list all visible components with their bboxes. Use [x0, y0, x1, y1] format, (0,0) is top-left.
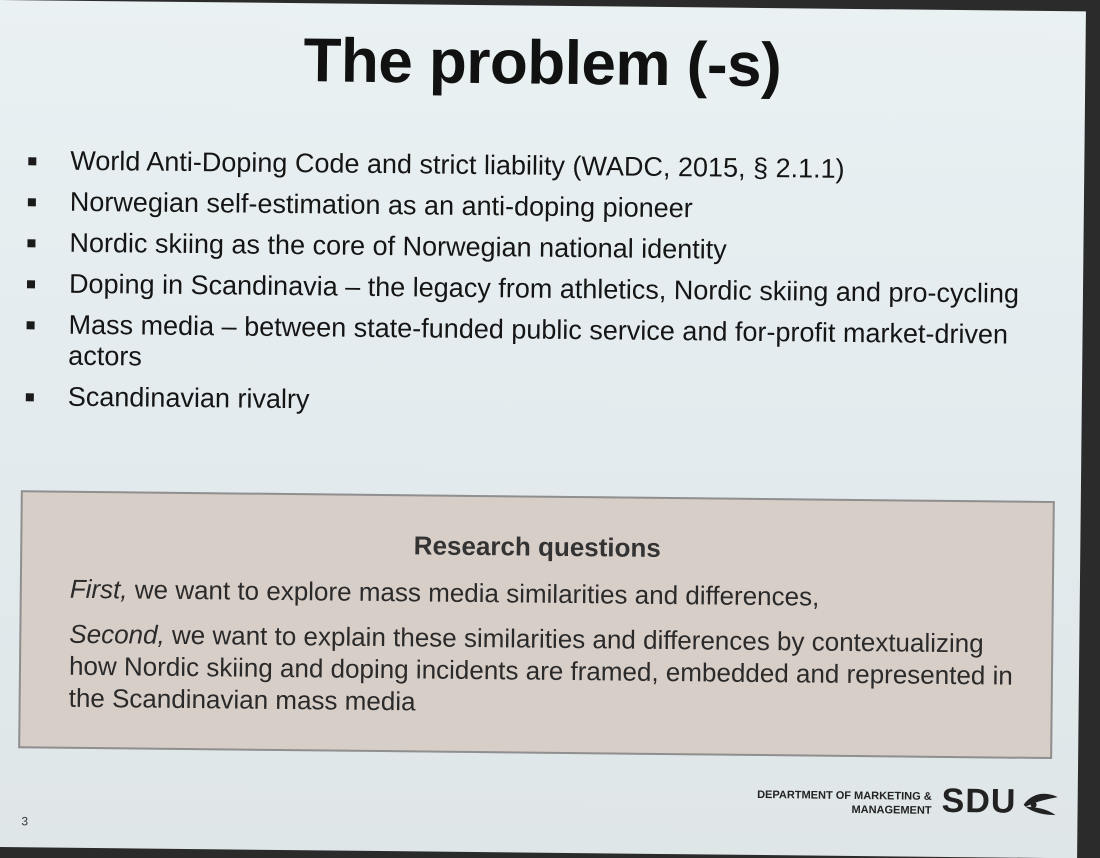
bullet-text: Scandinavian rivalry	[67, 381, 310, 415]
bullet-item	[26, 145, 1056, 187]
bullet-item	[25, 227, 1055, 269]
bullet-item	[25, 268, 1055, 310]
first-lead: First,	[69, 573, 128, 605]
research-question-second	[69, 618, 1030, 724]
bullet-text: World Anti-Doping Code and strict liability (WADC, 2015, § 2.1.1)	[70, 145, 845, 184]
bullet-marker	[26, 393, 34, 401]
bullet-text: Nordic skiing as the core of Norwegian national identity	[69, 227, 727, 265]
page-number: 3	[21, 814, 29, 829]
bullet-item	[26, 186, 1056, 228]
sdu-logo-text: SDU	[941, 781, 1017, 821]
bullet-marker	[27, 239, 35, 247]
department-line-1: DEPARTMENT OF MARKETING &	[757, 788, 932, 803]
department-line-2: MANAGEMENT	[851, 803, 932, 817]
bullet-text: Mass media – between state-funded public service and for-profit market-driven actors	[68, 309, 1009, 372]
bullet-text: Norwegian self-estimation as an anti-doping pioneer	[69, 186, 693, 224]
bullet-marker	[27, 280, 35, 288]
bullet-marker	[28, 198, 36, 206]
second-lead: Second,	[69, 618, 165, 650]
bullet-text: Doping in Scandinavia – the legacy from athletics, Nordic skiing and pro-cycling	[68, 268, 1020, 309]
department-name	[711, 787, 931, 817]
sdu-leaf-icon	[1022, 789, 1060, 817]
bullet-marker	[27, 321, 35, 329]
bullet-list	[24, 145, 1057, 433]
slide-title: The problem (-s)	[303, 26, 782, 101]
bullet-marker	[28, 157, 36, 165]
bullet-item	[24, 309, 1055, 382]
research-question-first	[70, 573, 1030, 615]
research-questions-box	[18, 490, 1055, 759]
bullet-item	[24, 381, 1054, 423]
first-text: we want to explore mass media similarities and differences,	[127, 574, 820, 612]
second-text: we want to explain these similarities and differences by contextualizing how Nordic skiing and doping incidents are framed, embedded and represented in the Scandinavian mass media	[68, 619, 1013, 717]
research-questions-title: Research questions	[413, 530, 662, 563]
